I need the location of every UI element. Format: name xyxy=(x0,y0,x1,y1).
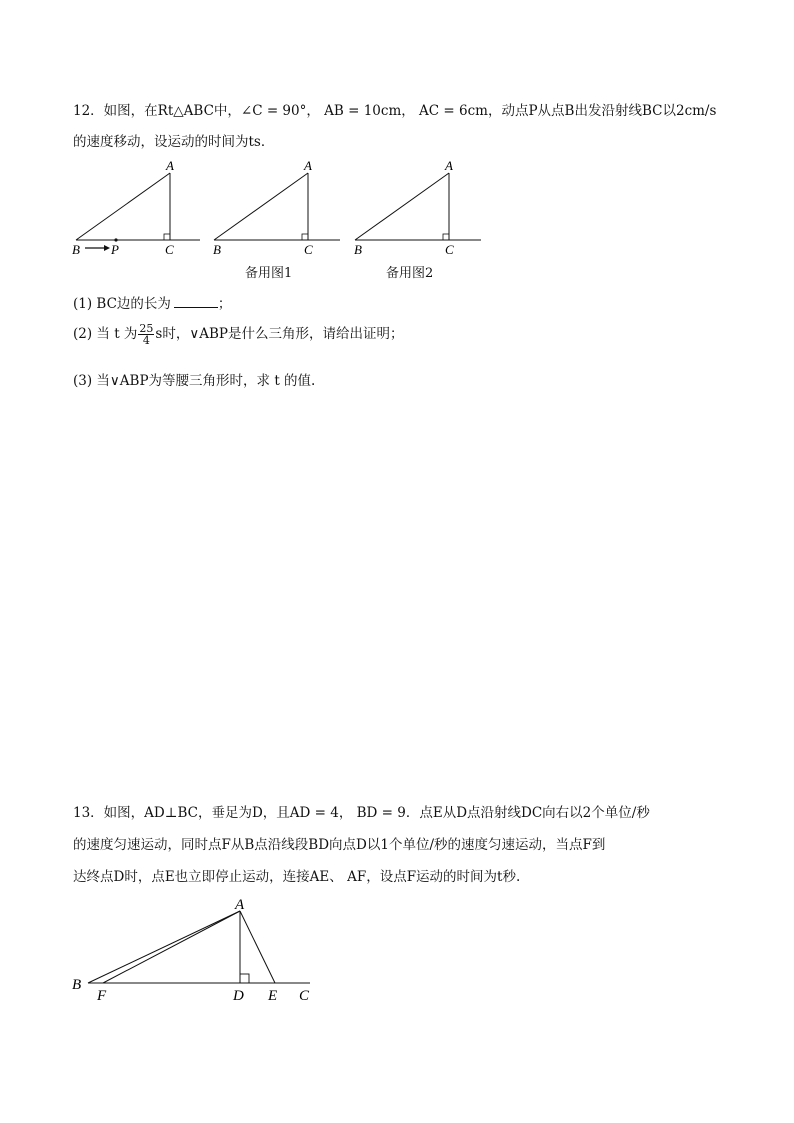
spare1-label-C: C xyxy=(304,242,313,257)
q12-label-P: P xyxy=(111,242,119,257)
q12-label-A: A xyxy=(166,158,174,173)
q12-sub2-text: (2) 当 t 为 xyxy=(73,326,138,342)
spare2-label-B: B xyxy=(354,242,362,257)
spare2-label-A: A xyxy=(445,158,453,173)
q12-sub1-text: (1) BC边的长为 xyxy=(73,296,171,312)
fraction-numerator: 25 xyxy=(139,322,154,335)
spare1-label-B: B xyxy=(213,242,221,257)
q13-label-E: E xyxy=(268,988,278,1004)
q13-label-F: F xyxy=(97,988,107,1004)
q13-label-D: D xyxy=(233,988,244,1004)
q12-stem-line2: 的速度移动，设运动的时间为ts． xyxy=(73,134,275,150)
q13-stem-line1: 13．如图，AD⊥BC，垂足为D，且AD = 4， BD = 9．点E从D点沿射线DC向右以2个单位/秒 xyxy=(73,805,650,821)
q13-label-A: A xyxy=(235,897,245,913)
q12-stem-line1: 12．如图，在Rt△ABC中，∠C = 90°， AB = 10cm， AC = 6cm，动点P从点B出发沿射线BC以2cm/s xyxy=(73,103,717,119)
q12-label-B: B xyxy=(72,242,80,257)
q13-label-C: C xyxy=(299,988,310,1004)
spare1-caption: 备用图1 xyxy=(245,266,293,281)
q13-stem-line3: 达终点D时，点E也立即停止运动，连接AE、 AF，设点F运动的时间为t秒. xyxy=(73,869,521,885)
spare2-caption: 备用图2 xyxy=(386,266,434,281)
spare1-label-A: A xyxy=(304,158,312,173)
fraction-denominator: 4 xyxy=(142,334,150,347)
q13-label-B: B xyxy=(72,977,82,993)
q12-sub2-rest: s时，∨ABP是什么三角形，请给出证明； xyxy=(155,326,404,342)
spare2-label-C: C xyxy=(445,242,454,257)
q12-sub1-end: ； xyxy=(217,296,232,312)
q13-stem-line2: 的速度匀速运动，同时点F从B点沿线段BD向点D以1个单位/秒的速度匀速运动，当点F到 xyxy=(73,837,606,853)
q12-label-C: C xyxy=(165,242,174,257)
q12-sub3: (3) 当∨ABP为等腰三角形时，求 t 的值. xyxy=(73,373,316,389)
